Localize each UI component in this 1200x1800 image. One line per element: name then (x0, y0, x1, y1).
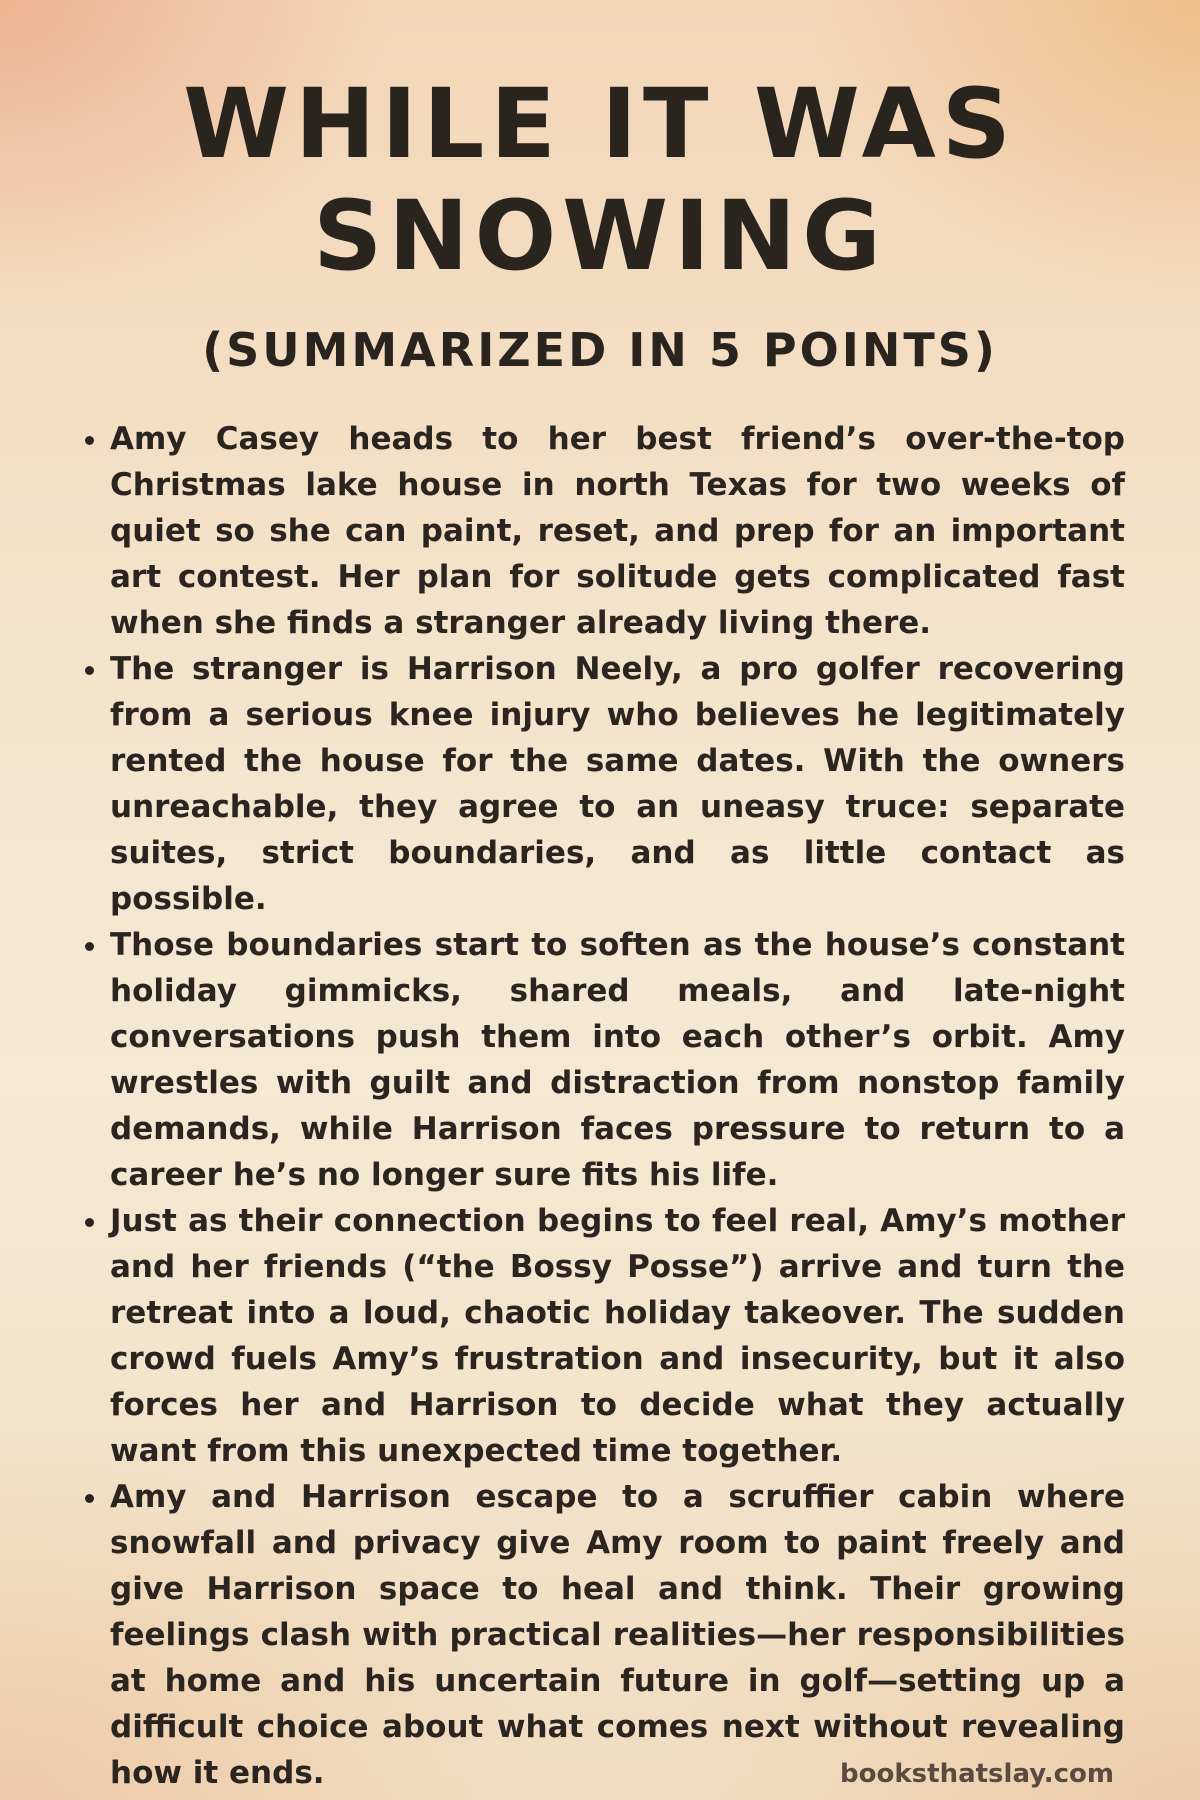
summary-point-2: The stranger is Harrison Neely, a pro golfer recovering from a serious knee injury who believes he legitimately rented the house for the same dates. With the owners unreachable, they agree to an uneasy truce: separate suites, strict boundaries, and as little contact as possible. (110, 646, 1125, 922)
page-title: WHILE IT WAS SNOWING (183, 68, 1017, 292)
site-watermark: booksthatslay.com (840, 1759, 1114, 1789)
summary-point-3: Those boundaries start to soften as the house’s constant holiday gimmicks, shared meals, and late-night conversations push them into each other’s orbit. Amy wrestles with guilt and distraction from nonstop family demands, while Harrison faces pressure to return to a career he’s no longer sure fits his life. (110, 922, 1125, 1198)
summary-point-4: Just as their connection begins to feel real, Amy’s mother and her friends (“the Bossy Posse”) arrive and turn the retreat into a loud, chaotic holiday takeover. The sudden crowd fuels Amy’s frustration and insecurity, but it also forces her and Harrison to decide what they actually want from this unexpected time together. (110, 1198, 1125, 1474)
page-subtitle: (SUMMARIZED IN 5 POINTS) (202, 323, 998, 377)
summary-points-list (110, 416, 1125, 1796)
summary-point-5: Amy and Harrison escape to a scruffier cabin where snowfall and privacy give Amy room to paint freely and give Harrison space to heal and think. Their growing feelings clash with practical realities—her responsibilities at home and his uncertain future in golf—setting up a difficult choice about what comes next without revealing how it ends. (110, 1474, 1125, 1796)
summary-point-1: Amy Casey heads to her best friend’s over-the-top Christmas lake house in north Texas for two weeks of quiet so she can paint, reset, and prep for an important art contest. Her plan for solitude gets complicated fast when she finds a stranger already living there. (110, 416, 1125, 646)
